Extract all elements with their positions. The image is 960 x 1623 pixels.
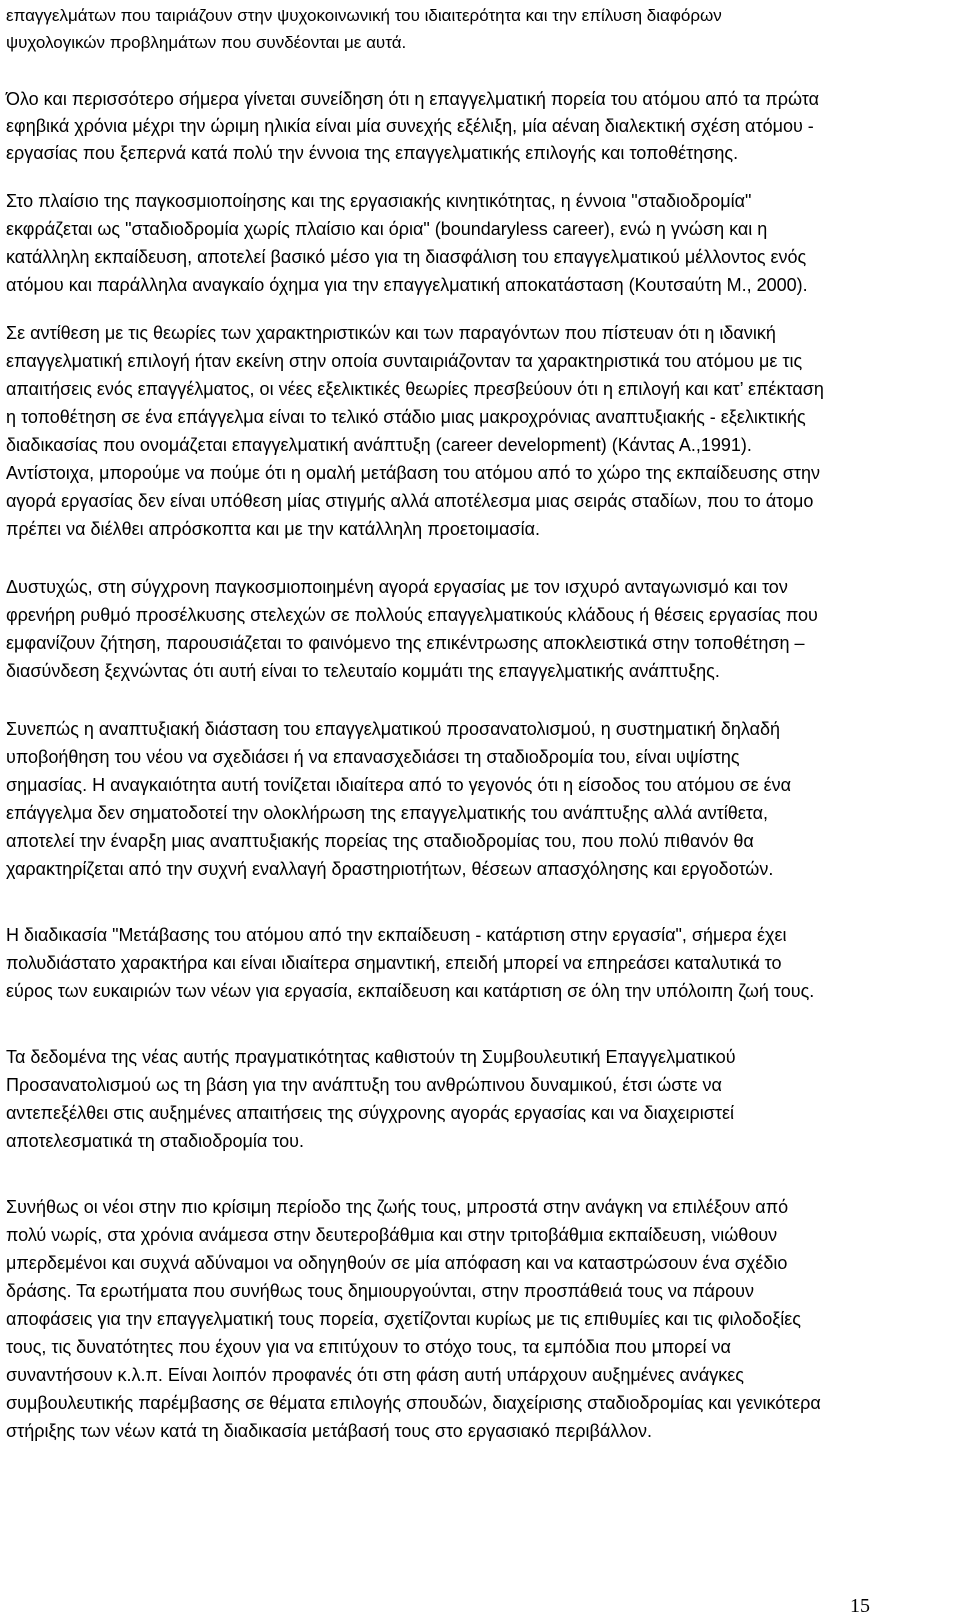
text-line: Συνεπώς η αναπτυξιακή διάσταση του επαγγελματικού προσανατολισμού, η συστηματική δηλαδή bbox=[6, 719, 781, 739]
text-line: αποτελεί την έναρξη μιας αναπτυξιακής πορείας της σταδιοδρομίας του, που πολύ πιθανόν θα bbox=[6, 831, 754, 851]
paragraph-6 bbox=[6, 715, 942, 883]
paragraph-1 bbox=[6, 2, 942, 56]
text-line: τους, τις δυνατότητες που έχουν για να επιτύχουν το στόχο τους, τα εμπόδια που μπορεί να bbox=[6, 1337, 731, 1357]
text-line: στήριξης των νέων κατά τη διαδικασία μετάβασή τους στο εργασιακό περιβάλλον. bbox=[6, 1421, 652, 1441]
paragraph-5 bbox=[6, 573, 942, 685]
text-line: διαδικασίας που ονομάζεται επαγγελματική ανάπτυξη (career development) (Κάντας Α.,1991). bbox=[6, 435, 752, 455]
text-line: Τα δεδομένα της νέας αυτής πραγματικότητας καθιστούν τη Συμβουλευτική Επαγγελματικού bbox=[6, 1047, 736, 1067]
text-line: εργασίας που ξεπερνά κατά πολύ την έννοια της επαγγελματικής επιλογής και τοποθέτησης. bbox=[6, 143, 739, 163]
text-line: χαρακτηρίζεται από την συχνή εναλλαγή δραστηριοτήτων, θέσεων απασχόλησης και εργοδοτών. bbox=[6, 859, 774, 879]
text-line: αποτελεσματικά τη σταδιοδρομία του. bbox=[6, 1131, 304, 1151]
text-line: Σε αντίθεση με τις θεωρίες των χαρακτηριστικών και των παραγόντων που πίστευαν ότι η ιδανική bbox=[6, 323, 776, 343]
paragraph-8 bbox=[6, 1043, 942, 1155]
text-line: αντεπεξέλθει στις αυξημένες απαιτήσεις της σύγχρονης αγοράς εργασίας και να διαχειριστεί bbox=[6, 1103, 735, 1123]
text-line: διασύνδεση ξεχνώντας ότι αυτή είναι το τελευταίο κομμάτι της επαγγελματικής ανάπτυξης. bbox=[6, 661, 720, 681]
text-line: επαγγελματική επιλογή ήταν εκείνη στην οποία συνταιριάζονταν τα χαρακτηριστικά του ατόμου με τις bbox=[6, 351, 803, 371]
text-line: κατάλληλη εκπαίδευση, αποτελεί βασικό μέσο για τη διασφάλιση του επαγγελματικού μέλλοντος ενός bbox=[6, 247, 807, 267]
text-line: πρέπει να διέλθει απρόσκοπτα και με την κατάλληλη προετοιμασία. bbox=[6, 519, 541, 539]
page-number: 15 bbox=[850, 1595, 870, 1617]
text-line: Προσανατολισμού ως τη βάση για την ανάπτυξη του ανθρώπινου δυναμικού, έτσι ώστε να bbox=[6, 1075, 722, 1095]
text-line: ατόμου και παράλληλα αναγκαίο όχημα για την επαγγελματική αποκατάσταση (Κουτσαύτη Μ., 2000). bbox=[6, 275, 808, 295]
text-line: η τοποθέτηση σε ένα επάγγελμα είναι το τελικό στάδιο μιας μακροχρόνιας αναπτυξιακής - εξελικτικής bbox=[6, 407, 806, 427]
text-line: Στο πλαίσιο της παγκοσμιοποίησης και της εργασιακής κινητικότητας, η έννοια "σταδιοδρομία" bbox=[6, 191, 752, 211]
text-line: ψυχολογικών προβλημάτων που συνδέονται με αυτά. bbox=[6, 33, 407, 52]
text-line: μπερδεμένοι και συχνά αδύναμοι να οδηγηθούν σε μία απόφαση και να καταστρώσουν ένα σχέδιο bbox=[6, 1253, 788, 1273]
text-line: εφηβικά χρόνια μέχρι την ώριμη ηλικία είναι μία συνεχής εξέλιξη, μία αέναη διαλεκτική σχέση ατόμου - bbox=[6, 116, 814, 136]
text-line: Δυστυχώς, στη σύγχρονη παγκοσμιοποιημένη αγορά εργασίας με τον ισχυρό ανταγωνισμό και τον bbox=[6, 577, 788, 597]
text-line: επάγγελμα δεν σηματοδοτεί την ολοκλήρωση της επαγγελματικής του ανάπτυξης αλλά αντίθετα, bbox=[6, 803, 769, 823]
text-line: εμφανίζουν ζήτηση, παρουσιάζεται το φαινόμενο της επικέντρωσης αποκλειστικά στην τοποθέτηση – bbox=[6, 633, 805, 653]
text-line: σημασίας. Η αναγκαιότητα αυτή τονίζεται ιδιαίτερα από το γεγονός ότι η είσοδος του ατόμου σε ένα bbox=[6, 775, 792, 795]
text-line: Συνήθως οι νέοι στην πιο κρίσιμη περίοδο της ζωής τους, μπροστά στην ανάγκη να επιλέξουν από bbox=[6, 1197, 789, 1217]
paragraph-4 bbox=[6, 319, 942, 543]
paragraph-9 bbox=[6, 1193, 942, 1445]
text-line: εύρος των ευκαιριών των νέων για εργασία, εκπαίδευση και κατάρτιση σε όλη την υπόλοιπη ζωή τους. bbox=[6, 981, 815, 1001]
text-line: εκφράζεται ως "σταδιοδρομία χωρίς πλαίσιο και όρια" (boundaryless career), ενώ η γνώση και η bbox=[6, 219, 768, 239]
text-line: αποφάσεις για την επαγγελματική τους πορεία, σχετίζονται κυρίως με τις επιθυμίες και τις φιλοδοξίες bbox=[6, 1309, 801, 1329]
text-line: πολυδιάστατο χαρακτήρα και είναι ιδιαίτερα σημαντική, επειδή μπορεί να επηρεάσει καταλυτικά το bbox=[6, 953, 782, 973]
text-line: δράσης. Τα ερωτήματα που συνήθως τους δημιουργούνται, στην προσπάθειά τους να πάρουν bbox=[6, 1281, 754, 1301]
paragraph-2 bbox=[6, 86, 942, 167]
text-line: Η διαδικασία "Μετάβασης του ατόμου από την εκπαίδευση - κατάρτιση στην εργασία", σήμερα έχει bbox=[6, 925, 787, 945]
text-line: απαιτήσεις ενός επαγγέλματος, οι νέες εξελικτικές θεωρίες πρεσβεύουν ότι η επιλογή και κατ’ επέκταση bbox=[6, 379, 824, 399]
text-line: υποβοήθηση του νέου να σχεδιάσει ή να επανασχεδιάσει τη σταδιοδρομία του, είναι υψίστης bbox=[6, 747, 740, 767]
text-line: αγορά εργασίας δεν είναι υπόθεση μίας στιγμής αλλά αποτέλεσμα μιας σειράς σταδίων, που το άτομο bbox=[6, 491, 814, 511]
text-line: συναντήσουν κ.λ.π. Είναι λοιπόν προφανές ότι στη φάση αυτή υπάρχουν αυξημένες ανάγκες bbox=[6, 1365, 744, 1385]
text-line: επαγγελμάτων που ταιριάζουν στην ψυχοκοινωνική του ιδιαιτερότητα και την επίλυση διαφόρων bbox=[6, 6, 722, 25]
text-line: Όλο και περισσότερο σήμερα γίνεται συνείδηση ότι η επαγγελματική πορεία του ατόμου από τα πρώτα bbox=[6, 89, 820, 109]
text-line: Αντίστοιχα, μπορούμε να πούμε ότι η ομαλή μετάβαση του ατόμου από το χώρο της εκπαίδευσης στην bbox=[6, 463, 820, 483]
text-line: συμβουλευτικής παρέμβασης σε θέματα επιλογής σπουδών, διαχείρισης σταδιοδρομίας και γενικότερα bbox=[6, 1393, 821, 1413]
paragraph-3 bbox=[6, 187, 942, 299]
text-line: πολύ νωρίς, στα χρόνια ανάμεσα στην δευτεροβάθμια και στην τριτοβάθμια εκπαίδευση, νιώθουν bbox=[6, 1225, 778, 1245]
document-page bbox=[6, 2, 942, 1445]
paragraph-7 bbox=[6, 921, 942, 1005]
text-line: φρενήρη ρυθμό προσέλκυσης στελεχών σε πολλούς επαγγελματικούς κλάδους ή θέσεις εργασίας που bbox=[6, 605, 818, 625]
